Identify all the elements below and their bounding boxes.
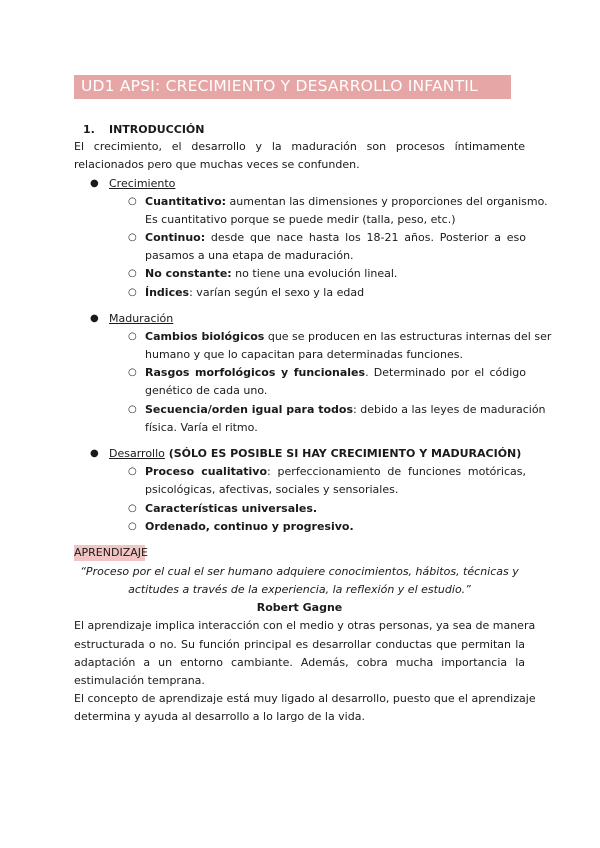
bullet-icon: ● <box>90 448 99 459</box>
maduracion-item-3-line-1: Secuencia/orden igual para todos: debido a las leyes de maduración <box>145 403 546 416</box>
crecimiento-item-2-line-1: Continuo: desde que nace hasta los 18-21 años. Posterior a eso <box>145 231 526 244</box>
circle-bullet-icon: ○ <box>128 521 137 532</box>
desarrollo-item-1-line-1: Proceso cualitativo: perfeccionamiento de funciones motóricas, <box>145 465 526 478</box>
circle-bullet-icon: ○ <box>128 232 137 243</box>
aprendizaje-p1-line-3: adaptación a un entorno cambiante. Además, cobra mucha importancia la <box>74 656 525 669</box>
aprendizaje-p2-line-1: El concepto de aprendizaje está muy ligado al desarrollo, puesto que el aprendizaje <box>74 692 536 705</box>
crecimiento-item-1-line-2: Es cuantitativo porque se puede medir (talla, peso, etc.) <box>145 213 456 226</box>
maduracion-item-2-line-2: genético de cada uno. <box>145 384 268 397</box>
maduracion-item-3-line-2: física. Varía el ritmo. <box>145 421 258 434</box>
aprendizaje-p2-line-2: determina y ayuda al desarrollo a lo largo de la vida. <box>74 710 365 723</box>
quote-author: Robert Gagne <box>256 601 343 614</box>
circle-bullet-icon: ○ <box>128 331 137 342</box>
crecimiento-item-2-line-2: pasamos a una etapa de maduración. <box>145 249 354 262</box>
circle-bullet-icon: ○ <box>128 196 137 207</box>
maduracion-item-1-line-1: Cambios biológicos que se producen en las estructuras internas del ser <box>145 330 552 343</box>
circle-bullet-icon: ○ <box>128 466 137 477</box>
intro-line-1: El crecimiento, el desarrollo y la maduración son procesos íntimamente <box>74 140 525 153</box>
maduracion-item-2-line-1: Rasgos morfológicos y funcionales. Determinado por el código <box>145 366 526 379</box>
maduracion-item-1-line-2: humano y que lo capacitan para determinadas funciones. <box>145 348 463 361</box>
bullet-icon: ● <box>90 178 99 189</box>
aprendizaje-p1-line-4: estimulación temprana. <box>74 674 205 687</box>
circle-bullet-icon: ○ <box>128 503 137 514</box>
intro-line-2: relacionados pero que muchas veces se confunden. <box>74 158 360 171</box>
quote-line-1: “Proceso por el cual el ser humano adquiere conocimientos, hábitos, técnicas y <box>80 565 519 578</box>
maduracion-label: Maduración <box>109 312 174 325</box>
desarrollo-item-2: Características universales. <box>145 502 318 515</box>
desarrollo-item-1-line-2: psicológicas, afectivas, sociales y sensoriales. <box>145 483 399 496</box>
section-heading: INTRODUCCIÓN <box>109 123 205 136</box>
crecimiento-label: Crecimiento <box>109 177 176 190</box>
desarrollo-heading: Desarrollo (SÓLO ES POSIBLE SI HAY CRECIMIENTO Y MADURACIÓN) <box>109 447 522 460</box>
crecimiento-item-3: No constante: no tiene una evolución lineal. <box>145 267 398 280</box>
circle-bullet-icon: ○ <box>128 268 137 279</box>
bullet-icon: ● <box>90 313 99 324</box>
circle-bullet-icon: ○ <box>128 287 137 298</box>
quote-line-2: actitudes a través de la experiencia, la reflexión y el estudio.” <box>128 583 471 596</box>
desarrollo-item-3: Ordenado, continuo y progresivo. <box>145 520 354 533</box>
aprendizaje-p1-line-1: El aprendizaje implica interacción con el medio y otras personas, ya sea de manera <box>74 619 536 632</box>
circle-bullet-icon: ○ <box>128 367 137 378</box>
section-number: 1. <box>83 123 95 136</box>
aprendizaje-p1-line-2: estructurada o no. Su función principal es desarrollar conductas que permitan la <box>74 638 525 651</box>
crecimiento-item-1-line-1: Cuantitativo: aumentan las dimensiones y proporciones del organismo. <box>145 195 548 208</box>
aprendizaje-label: APRENDIZAJE <box>74 546 148 559</box>
document-title: UD1 APSI: CRECIMIENTO Y DESARROLLO INFANTIL <box>81 77 478 95</box>
circle-bullet-icon: ○ <box>128 404 137 415</box>
crecimiento-item-4: Índices: varían según el sexo y la edad <box>145 286 365 299</box>
